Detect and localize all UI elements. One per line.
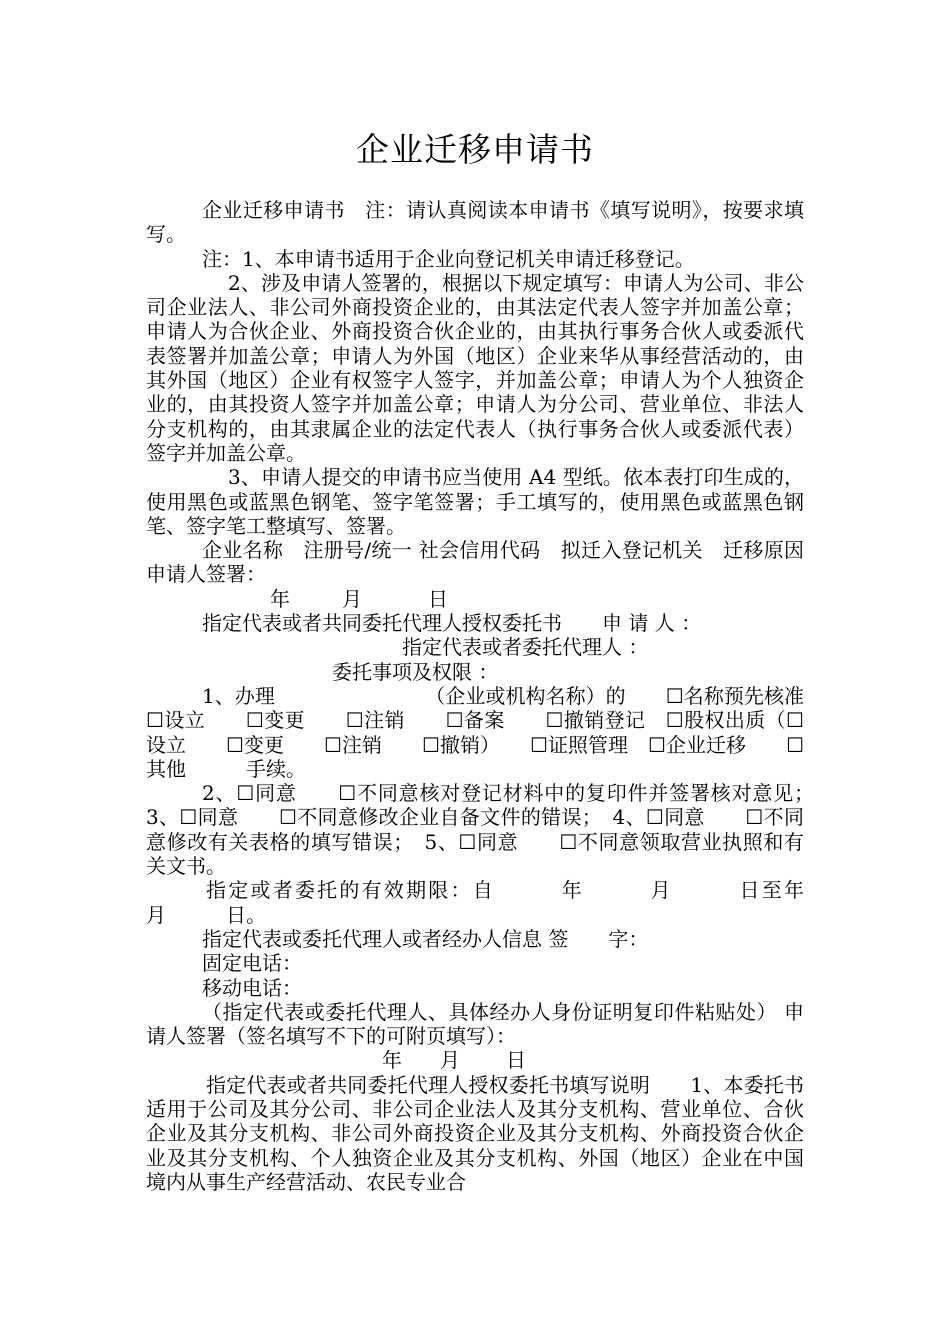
date-day-label: 日	[506, 1048, 526, 1073]
paragraph-validity-period: 指定或者委托的有效期限：自 年 月 日至年 月 日。	[146, 878, 844, 927]
document-body	[146, 198, 884, 1194]
paragraph-note-1: 注：1、本申请书适用于企业向登记机关申请迁移登记。	[202, 246, 695, 271]
paragraph-agent-info: 指定代表或委托代理人或者经办人信息 签 字：	[202, 926, 649, 951]
paragraph-instructions: 指定代表或者共同委托代理人授权委托书填写说明 1、本委托书适用于公司及其分公司、非公司企业法人及其分支机构、营业单位、合伙企业及其分支机构、非公司外商投资企业及其分支机构、外商投资合伙企业及其分支机构、个人独资企业及其分支机构、外国（地区）企业在中国境内从事生产经营活动、农民专业合	[146, 1072, 804, 1194]
paragraph-mobile: 移动电话：	[202, 975, 302, 1000]
date-year-label: 年	[382, 1048, 402, 1073]
paragraph-authorization-title: 指定代表或者共同委托代理人授权委托书 申 请 人 ：	[202, 611, 702, 636]
paragraph-item-1: 1、办理 （企业或机构名称）的 ☐名称预先核准 ☐设立 ☐变更 ☐注销 ☐备案 ☐撤销登记 ☐股权出质（☐设立 ☐变更 ☐注销 ☐撤销） ☐证照管理 ☐企业迁移 ☐其他 手续。	[146, 683, 824, 781]
paragraph-items-2-5: 2、☐同意 ☐不同意核对登记材料中的复印件并签署核对意见； 3、☐同意 ☐不同意修改企业自备文件的错误； 4、☐同意 ☐不同意修改有关表格的填写错误； 5、☐同意 ☐不同意领取营业执照和有关文书。	[146, 781, 824, 879]
paragraph-id-copy: （指定代表或委托代理人、具体经办人身份证明复印件粘贴处） 申请人签署（签名填写不下的可附页填写）：	[146, 999, 804, 1049]
date-month-label: 月	[342, 586, 362, 611]
date-day-label: 日	[428, 586, 448, 611]
date-year-label: 年	[270, 586, 290, 611]
document-title: 企业迁移申请书	[356, 130, 594, 169]
paragraph-designated-rep: 指定代表或者委托代理人 ：	[402, 635, 649, 660]
date-month-label: 月	[440, 1048, 460, 1073]
paragraph-note-3: 3、申请人提交的申请书应当使用 A4 型纸。依本表打印生成的，使用黑色或蓝黑色钢笔、签字笔签署；手工填写的，使用黑色或蓝黑色钢笔、签字笔工整填写、签署。	[146, 465, 804, 538]
signature-date-2	[146, 1048, 804, 1072]
signature-date	[146, 587, 804, 611]
paragraph-landline: 固定电话：	[202, 951, 302, 976]
paragraph-note-2: 2、涉及申请人签署的，根据以下规定填写：申请人为公司、非公司企业法人、非公司外商投资企业的，由其法定代表人签字并加盖公章；申请人为合伙企业、外商投资合伙企业的，由其执行事务合伙人或委派代表签署并加盖公章；申请人为外国（地区）企业来华从事经营活动的，由其外国（地区）企业有权签字人签字，并加盖公章；申请人为个人独资企业的，由其投资人签字并加盖公章；申请人为分公司、营业单位、非法人分支机构的，由其隶属企业的法定代表人（执行事务合伙人或委派代表）签字并加盖公章。	[146, 270, 804, 465]
paragraph-intro: 企业迁移申请书 注：请认真阅读本申请书《填写说明》，按要求填写。	[146, 198, 804, 247]
paragraph-form-fields: 企业名称 注册号/统一 社会信用代码 拟迁入登记机关 迁移原因 申请人签署：	[146, 538, 884, 587]
paragraph-authority-scope: 委托事项及权限 ：	[332, 659, 499, 684]
